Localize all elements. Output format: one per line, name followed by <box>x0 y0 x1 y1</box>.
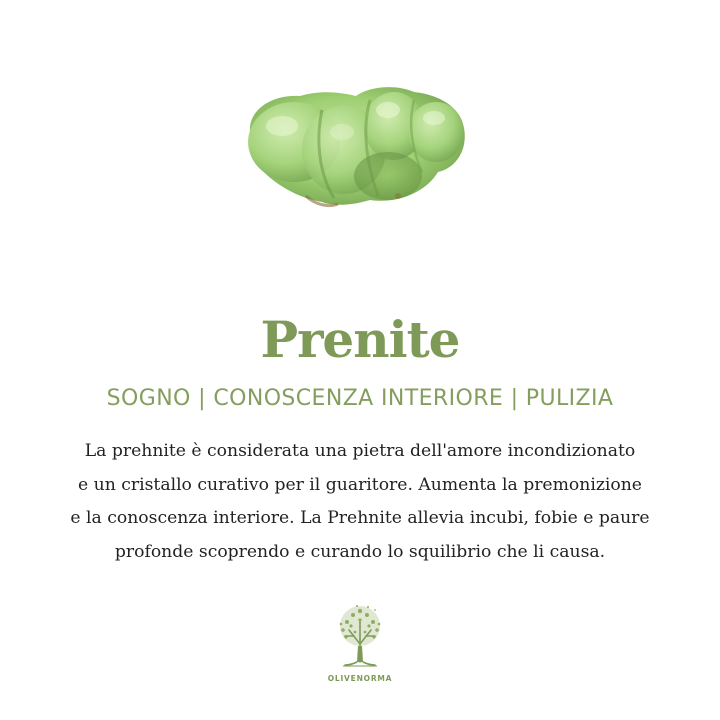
stone-description <box>30 435 690 569</box>
description-line: profonde scoprendo e curando lo squilibrio che li causa. <box>114 541 606 562</box>
description-line: e un cristallo curativo per il guaritore. Aumenta la premonizione <box>78 474 642 495</box>
brand-logo <box>318 600 402 690</box>
stone-title: Prenite <box>260 310 460 369</box>
description-line: La prehnite è considerata una pietra dell'amore incondizionato <box>84 441 636 461</box>
prehnite-stone-image <box>238 80 470 212</box>
description-line: e la conoscenza interiore. La Prehnite allevia incubi, fobie e paure <box>70 508 650 528</box>
tree-logo-icon <box>327 600 393 672</box>
stone-virtues: SOGNO | CONOSCENZA INTERIORE | PULIZIA <box>106 386 614 411</box>
brand-name: OLIVENORMA <box>327 674 393 683</box>
